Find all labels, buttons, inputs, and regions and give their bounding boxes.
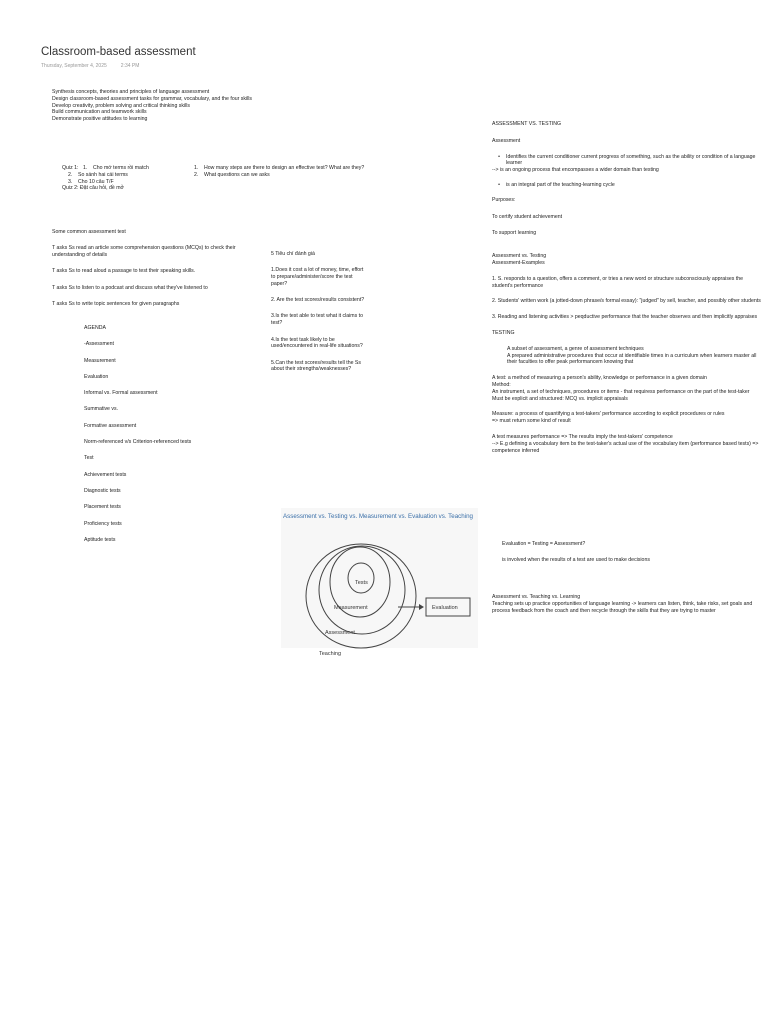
agenda-item: Placement tests	[84, 504, 121, 511]
example-item: 2. Students' written work (a jotted-down phrase/s formal essay): "judged" by sell, teacher, and possibly other students	[492, 298, 761, 305]
testing-item: A prepared administrative procedures that occur at identifiable times in a curriculum when learners master all their faculties to offer peak performancem knowing that	[507, 352, 757, 366]
agenda-item: -Assessment	[84, 341, 114, 348]
label-evaluation: Evaluation	[432, 605, 458, 611]
quiz-block: Quiz 1: 1. Cho mớ terms rồi match 2. So sánh hai cái terms 3. Cho 10 câu T/F Quiz 2: Đặt câu hỏi, đề mở	[62, 165, 192, 192]
learning-text: Teaching sets up practice opportunities of language learning -> learners can listen, think, take risks, set goals and process feedback from the coach and then recycle through the skills that they are trying to master	[492, 600, 753, 614]
evaluation-note: is involved when the results of a test are used to make decisions	[502, 556, 650, 563]
criteria-block	[271, 251, 367, 383]
common-test-item: T asks Ss to read aloud a passage to test their speaking skills.	[52, 268, 196, 275]
assessment-vs-testing-heading: ASSESSMENT VS. TESTING	[492, 121, 561, 127]
quiz1-item: So sánh hai cái terms	[78, 171, 128, 178]
assessment-bullet: is an integral part of the teaching-learning cycle	[506, 181, 615, 188]
nested-circles-diagram	[281, 508, 478, 657]
circle-tests	[348, 563, 374, 593]
test-definition: Must be explicit and structured: MCQ vs. implicit appraisals	[492, 395, 628, 402]
quiz-question: How many steps are there to design an effective test? What are they?	[204, 165, 365, 171]
label-assessment: Assessment	[325, 630, 355, 636]
learning-heading: Assessment vs. Teaching vs. Learning	[492, 594, 581, 600]
label-tests: Tests	[355, 580, 368, 586]
objective-item: Develop creativity, problem solving and critical thinking skills	[52, 102, 191, 109]
diagram-figure	[281, 508, 478, 657]
criteria-item: 2. Are the test scores/results consistent?	[271, 297, 365, 304]
assessment-label: Assessment	[492, 137, 521, 144]
purpose-item: To certify student achievement	[492, 213, 563, 220]
test-definition: A test: a method of measuring a person's ability, knowledge or performance in a given domain	[492, 375, 707, 382]
criteria-item: 4.Is the test task likely to be used/encountered in real-life situations?	[271, 336, 363, 350]
objective-item: Synthesis concepts, theories and principles of language assessment	[52, 89, 210, 95]
agenda-item: Diagnostic tests	[84, 487, 121, 494]
objective-item: Build communication and teamwork skills	[52, 109, 147, 116]
agenda-item: Proficiency tests	[84, 520, 122, 527]
objective-item: Demonstrate positive attitudes to learning	[52, 116, 148, 123]
learning-block	[492, 594, 764, 614]
common-tests-block	[52, 229, 252, 317]
measure-definition: Measure: a process of quantifying a test-takers' performance according to explicit procedures or rules	[492, 411, 725, 418]
objective-item: Design classroom-based assessment tasks for grammar, vocabulary, and the four skills	[52, 95, 252, 102]
common-test-item: T asks Ss to listen to a podcast and discuss what they've listened to	[52, 284, 208, 291]
quiz2-line: Quiz 2: Đặt câu hỏi, đề mở	[62, 185, 124, 192]
measures-performance: A test measures performance => The results imply the test-takers' competence	[492, 433, 673, 440]
measure-definition: => must return some kind of result	[492, 418, 571, 425]
example-item: 3. Reading and listening activities > peqductive performance that the teacher observes and then implicitly appraises	[492, 314, 758, 321]
page-time: 2:34 PM	[120, 63, 140, 69]
agenda-item: Norm-referenced v/s Criterion-referenced tests	[84, 439, 192, 446]
common-test-item: T asks Ss to write topic sentences for given paragraphs	[52, 300, 180, 307]
evaluation-question: Evaluation = Testing = Assessment?	[502, 541, 586, 547]
criteria-item: 5.Can the test scores/results tell the Ss about their strengths/weaknesses?	[271, 359, 361, 373]
quiz1-item: Cho mớ terms rồi match	[93, 165, 149, 171]
quiz1-label: Quiz 1:	[62, 165, 79, 171]
page-timestamp	[41, 63, 153, 69]
assessment-bullet: Identifies the current conditioner current progress of something, such as the ability or condition of a language learner	[506, 153, 756, 167]
circle-teaching	[306, 544, 416, 648]
agenda-item: Evaluation	[84, 373, 109, 380]
quiz1-item: Cho 10 câu T/F	[78, 178, 114, 185]
label-teaching: Teaching	[319, 651, 342, 657]
common-tests-heading: Some common assessment test	[52, 229, 126, 235]
purposes-label: Purposes:	[492, 196, 516, 203]
evaluation-block	[502, 541, 752, 564]
page-title: Classroom-based assessment	[41, 46, 196, 58]
label-measurement: Measurement	[334, 605, 368, 611]
examples-subheading: Assessment-Examples	[492, 259, 545, 266]
assessment-arrow-note: --> is an ongoing process that encompasses a wider domain than testing	[492, 167, 659, 174]
testing-label: TESTING	[492, 329, 515, 336]
example-item: 1. S. responds to a question, offers a comment, or tries a new word or structure subconsciously appraises the student's performance	[492, 275, 744, 289]
agenda-item: Summative vs.	[84, 406, 119, 413]
circle-assessment	[319, 546, 405, 634]
agenda-item: Measurement	[84, 357, 116, 364]
quiz-question: What questions can we asks	[204, 171, 270, 178]
agenda-item: Achievement tests	[84, 471, 127, 478]
common-test-item: T asks Ss read an article some comprehension questions (MCQs) to check their understanding of details	[52, 245, 236, 259]
examples-heading: Assessment vs. Testing	[492, 253, 547, 260]
agenda-heading: AGENDA	[84, 325, 106, 331]
agenda-item: Test	[84, 455, 94, 462]
arrow-head	[419, 604, 424, 610]
figure-title: Assessment vs. Testing vs. Measurement vs. Evaluation vs. Teaching	[283, 513, 473, 520]
criteria-item: 3.Is the test able to test what it claims to test?	[271, 313, 363, 327]
test-definition: Method:	[492, 381, 511, 388]
criteria-heading: 5 Tiêu chí đánh giá	[271, 251, 315, 257]
right-column: ASSESSMENT VS. TESTING Assessment • Identifies the current conditioner current progress of something, such as the ability or condition of a language learner --> is an ongoing process that encompasses a wider domain than testing • is an integral part of the teaching-learning cycle Purposes: To certify student achievement To support learning Assessment vs. Testing Assessment-Examples 1. S. responds to a question, offers a comment, or tries a new word or structure subconsciously appraises the student's performance 2. Students' written work (a jotted-down phrase/s formal essay): "judged" by sell, teacher, and possibly other students 3. Reading and listening activities > peqductive performance that the teacher observes and then implicitly appraises TESTING A subset of assessment, a genre of assessment techniques A prepared administrative procedures that occur at identifiable times in a curriculum when learners master all their faculties to offer peak performancem knowing that A test: a method of measuring a person's ability, knowledge or performance in a given domain Method: An instrument, a set of techniques, procedures or items - that requiress performance on the part of the test-taker Must be explicit and structured: MCQ vs. implicit appraisals Measure: a process of quantifying a test-takers' performance according to explicit procedures or rules => must return some kind of result A test measures performance => The results imply the test-takers' competence --> E.g defining a vocabulary item bs the test-taker's actual use of the vocabulary item (performance based tests) => competence inferred	[492, 121, 764, 454]
quiz-questions: 1. How many steps are there to design an effective test? What are they? 2. What questions can we asks	[194, 165, 365, 178]
agenda-item: Formative assessment	[84, 422, 137, 429]
purpose-item: To support learning	[492, 230, 537, 237]
measures-performance: --> E.g defining a vocabulary item bs the test-taker's actual use of the vocabulary item (performance based tests) => competence inferred	[492, 440, 759, 454]
criteria-item: 1.Does it cost a lot of money, time, effort to prepare/administer/score the test paper?	[271, 267, 364, 287]
testing-item: A subset of assessment, a genre of assessment techniques	[507, 345, 644, 352]
test-definition: An instrument, a set of techniques, procedures or items - that requiress performance on the part of the test-taker	[492, 388, 750, 395]
agenda-item: Aptitude tests	[84, 536, 116, 543]
objectives-block	[52, 89, 312, 123]
agenda-block	[84, 325, 254, 553]
page-date: Thursday, September 4, 2025	[41, 63, 107, 69]
agenda-item: Informal vs. Formal assessment	[84, 390, 158, 397]
